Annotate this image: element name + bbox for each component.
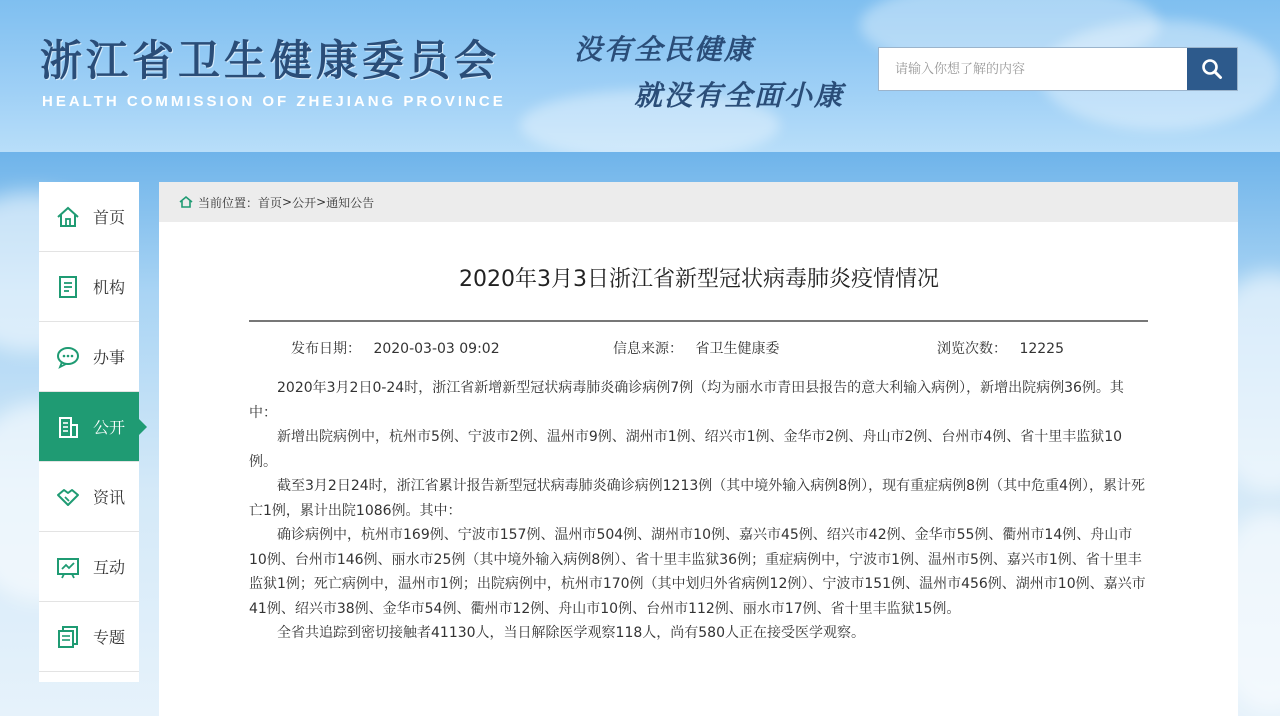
sidebar-item-label: 办事 [93, 348, 126, 367]
sidebar-item-label: 专题 [93, 628, 126, 647]
publish-date-value: 2020-03-03 09:02 [373, 341, 500, 357]
building-icon [55, 414, 81, 440]
sidebar-item-news[interactable] [39, 462, 139, 532]
handshake-icon [55, 484, 81, 510]
sidebar-item-org[interactable] [39, 252, 139, 322]
breadcrumb-prefix: 当前位置： [198, 195, 259, 210]
article-paragraph: 全省共追踪到密切接触者41130人，当日解除医学观察118人，尚有580人正在接受医学观察。 [277, 625, 865, 641]
search-box [878, 47, 1238, 91]
site-title: 浙江省卫生健康委员会 [40, 36, 501, 85]
sidebar-item-label: 机构 [93, 278, 126, 297]
breadcrumb-separator: > [282, 195, 293, 209]
article-title: 2020年3月3日浙江省新型冠状病毒肺炎疫情情况 [459, 267, 939, 292]
slogan-line-1: 没有全民健康 [574, 33, 755, 66]
sidebar-item-label: 资讯 [93, 488, 126, 507]
home-icon [179, 195, 193, 209]
article-paragraph: 确诊病例中，杭州市169例、宁波市157例、温州市504例、湖州市10例、嘉兴市45例、绍兴市42例、金华市55例、衢州市14例、舟山市10例、台州市146例、丽水市25例（其中境外输入病例8例）、省十里丰监狱36例；重症病例中，宁波市1例、温州市5例、嘉兴市1例、省十里丰监狱1例；死亡病例中，温州市1例；出院病例中，杭州市170例（其中划归外省病例12例）、宁波市151例、温州市456例、湖州市10例、嘉兴市41例、绍兴市38例、金华市54例、衢州市12例、舟山市10例、台州市112例、丽水市17例、省十里丰监狱15例。 [249, 527, 1146, 617]
site-subtitle: HEALTH COMMISSION OF ZHEJIANG PROVINCE [42, 93, 506, 110]
slogan-line-2: 就没有全面小康 [634, 79, 845, 112]
search-input[interactable] [879, 48, 1187, 90]
article-body [249, 376, 1149, 646]
breadcrumb-separator: > [316, 195, 327, 209]
info-source [613, 338, 779, 358]
view-count-value: 12225 [1019, 341, 1064, 357]
chat-icon [55, 344, 81, 370]
search-icon [1201, 58, 1223, 80]
publish-date-label: 发布日期： [291, 341, 361, 357]
breadcrumb-public[interactable]: 公开 [292, 195, 317, 210]
article-paragraph: 新增出院病例中，杭州市5例、宁波市2例、温州市9例、湖州市1例、绍兴市1例、金华市2例、舟山市2例、台州市4例、省十里丰监狱10例。 [249, 429, 1123, 470]
files-icon [55, 624, 81, 650]
sidebar-item-topics[interactable] [39, 602, 139, 672]
main-content [159, 182, 1238, 716]
sidebar-item-label: 首页 [93, 208, 126, 227]
view-count-label: 浏览次数： [937, 341, 1007, 357]
search-button[interactable] [1187, 48, 1237, 90]
sidebar-item-interact[interactable] [39, 532, 139, 602]
sidebar-item-services[interactable] [39, 322, 139, 392]
article-paragraph: 截至3月2日24时，浙江省累计报告新型冠状病毒肺炎确诊病例1213例（其中境外输入病例8例），现有重症病例8例（其中危重4例），累计死亡1例，累计出院1086例。其中： [249, 478, 1145, 519]
breadcrumb [159, 182, 1238, 222]
breadcrumb-notices[interactable]: 通知公告 [326, 195, 375, 210]
site-header [0, 0, 1280, 152]
sidebar-nav [39, 182, 139, 682]
sidebar-item-label: 互动 [93, 558, 126, 577]
publish-date [291, 338, 500, 358]
breadcrumb-home[interactable]: 首页 [258, 195, 283, 210]
title-divider [249, 320, 1148, 322]
board-icon [55, 554, 81, 580]
info-source-value: 省卫生健康委 [695, 341, 780, 357]
view-count [937, 338, 1064, 358]
article-paragraph: 2020年3月2日0-24时，浙江省新增新型冠状病毒肺炎确诊病例7例（均为丽水市青田县报告的意大利输入病例），新增出院病例36例。其中： [249, 380, 1124, 421]
document-icon [55, 274, 81, 300]
sidebar-item-label: 公开 [93, 418, 126, 437]
home-icon [55, 204, 81, 230]
sidebar-item-public[interactable] [39, 392, 139, 462]
info-source-label: 信息来源： [613, 341, 683, 357]
sidebar-item-home[interactable] [39, 182, 139, 252]
